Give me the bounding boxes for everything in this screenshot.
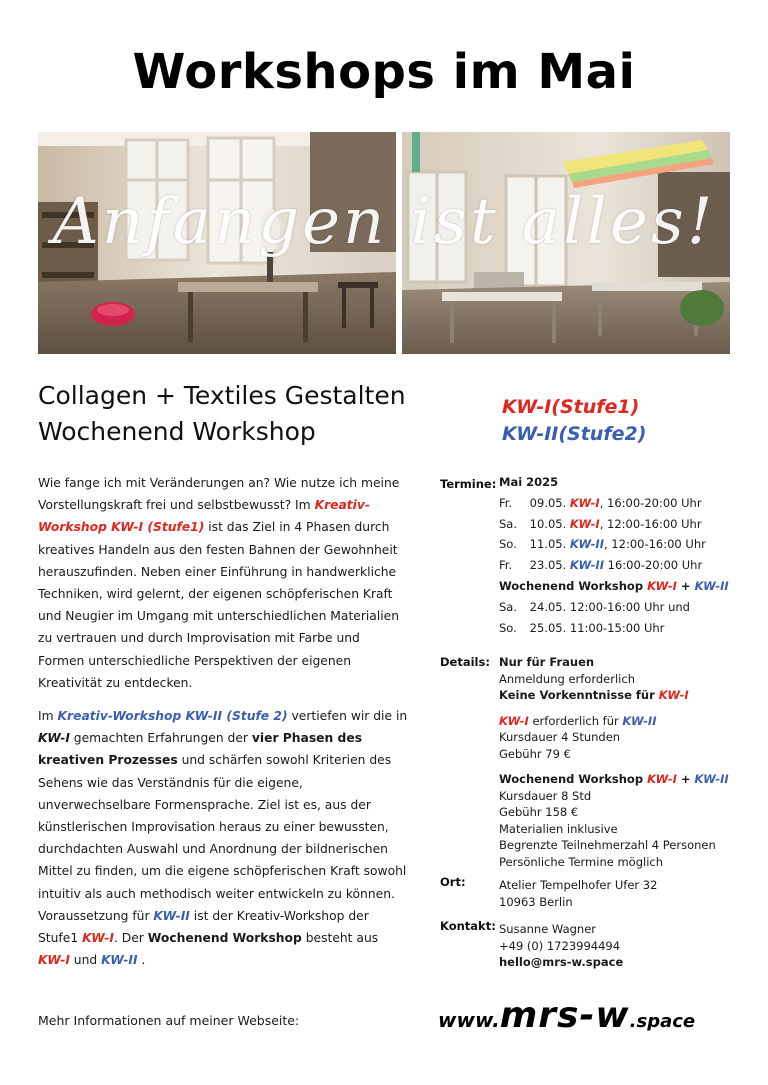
text-span: Wochenend Workshop [499,772,648,786]
kw1-ref: KW-I [499,713,529,728]
schedule-row [499,514,749,535]
schedule-time: , 12:00-16:00 Uhr [599,516,702,531]
level-labels [502,394,646,448]
termine-schedule [499,472,749,638]
ort-address [499,877,749,910]
kw1-ref: KW-I [38,731,70,746]
spacer [499,762,749,771]
bold-phrase: vier Phasen des kreativen Prozesses [38,731,363,768]
details-line: Anmeldung erforderlich [499,671,635,686]
contact-name: Susanne Wagner [499,922,597,936]
schedule-date: 10.05. [529,516,567,531]
schedule-tag: KW-II [569,537,604,552]
schedule-tag: KW-I [569,516,600,531]
ort-label: Ort: [440,875,466,889]
schedule-time: 12:00-16:00 Uhr und [569,599,690,614]
contact-email[interactable]: hello@mrs-w.space [499,955,624,969]
intro-paragraph-2 [38,705,408,971]
website-main: mrs-w [499,995,630,1036]
termine-label: Termine: [440,477,497,491]
kw2-ref: KW-II [622,713,657,728]
details-line [499,771,749,788]
schedule-day: Fr. [499,558,513,573]
text-span: und schärfen sowohl Kriterien des Sehens wie das Verständnis für die eigene, unverwechselbare Formensprache. Ziel ist es, aus der künstlerischen Improvisation heraus zu einer bewussten, durchdachten Auswahl und Anordnung der bildnerischen Mittel zu finden, um die eigene schöpferischen Kraft sowohl intuitiv als auch methodisch weiter entwickeln zu können. Voraussetzung für [38,753,407,923]
details-line: Gebühr 158 € [499,805,579,819]
headline [38,378,406,450]
text-span: gemachten Erfahrungen der [69,731,252,746]
details-line [499,687,749,704]
schedule-day: So. [499,620,517,635]
level-kw2: KW-II(Stufe2) [502,423,647,445]
kw2-ref: KW-II [694,772,729,786]
schedule-row [499,555,749,576]
banner-script-text: Anfangen ist alles! [52,185,716,259]
schedule-time: 16:00-20:00 Uhr [604,558,703,573]
kw2-ref: KW-II [694,578,729,593]
details-list [499,654,749,870]
schedule-date: 25.05. [529,620,567,635]
address-line: 10963 Berlin [499,894,573,909]
footer-note: Mehr Informationen auf meiner Webseite: [38,1013,300,1028]
text-span: erforderlich für [528,713,623,728]
text-span: Keine Vorkenntnisse für [499,688,659,702]
schedule-day: Sa. [499,599,518,614]
details-line: Kursdauer 8 Std [499,788,592,803]
intro-text [38,472,408,982]
schedule-date: 11.05. [529,537,567,552]
text-span: ist das Ziel in 4 Phasen durch kreatives Handeln aus den festen Bahnen der Gewohnheit herauszufinden. Neben einer Einführung in handwerkliche Techniken, wird gelernt, der eigenen schöpferischen Kraft und Neugier im Umgang mit unterschiedlichen Materialien zu vertrauen und durch Improvisation mit Farbe und Formen unterschiedliche Perspektiven der eigenen Kreativität zu entdecken. [38,520,400,690]
schedule-time: 11:00-15:00 Uhr [569,620,665,635]
text-span: ist der Kreativ-Workshop der Stufe1 [38,908,369,946]
address-line: Atelier Tempelhofer Ufer 32 [499,878,658,892]
schedule-tag: KW-I [569,495,600,510]
details-line [499,713,749,730]
schedule-date: 23.05. [529,558,567,573]
kw2-highlight: Kreativ-Workshop KW-II (Stufe 2) [57,709,288,724]
weekend-workshop-heading [499,576,749,597]
details-line: Materialien inklusive [499,821,618,836]
kw1-ref: KW-I [38,953,70,968]
termine-month: Mai 2025 [499,475,559,489]
text-span: besteht aus [301,931,379,946]
text-span: Wie fange ich mit Veränderungen an? Wie nutze ich meine Vorstellungskraft frei und selbstbewusst? Im [38,476,400,513]
schedule-day: Sa. [499,516,518,531]
schedule-date: 24.05. [529,599,567,614]
kw1-highlight: Kreativ-Workshop KW-I (Stufe1) [38,498,371,535]
kontakt-label: Kontakt: [440,919,496,933]
weekend-workshop-ref: Wochenend Workshop [147,931,302,946]
schedule-time: , 12:00-16:00 Uhr [604,537,706,552]
page-title: Workshops im Mai [132,44,636,100]
intro-paragraph-1 [38,472,408,694]
schedule-day: So. [499,537,517,552]
schedule-day: Fr. [499,495,513,510]
kw1-ref: KW-I [658,688,689,702]
text-span: Wochenend Workshop [499,578,644,593]
schedule-tag: KW-II [569,558,604,573]
text-span: . Der [113,931,148,946]
kw1-ref: KW-I [647,772,677,786]
plus-sign: + [676,772,695,786]
details-line: Begrenzte Teilnehmerzahl 4 Personen [499,838,716,852]
kw1-ref: KW-I [647,578,677,593]
kontakt-info [499,921,749,971]
details-line: Nur für Frauen [499,655,595,669]
kw2-ref: KW-II [101,953,138,968]
schedule-row [499,618,749,639]
kw1-ref: KW-I [82,931,114,946]
schedule-date: 09.05. [529,495,567,510]
text-span: Im [38,709,58,724]
contact-phone: +49 (0) 1723994494 [499,938,621,953]
level-kw1: KW-I(Stufe1) [502,396,640,418]
website-suffix: .space [629,1011,696,1032]
plus-sign: + [676,578,695,593]
details-line: Gebühr 79 € [499,746,571,761]
schedule-time: , 16:00-20:00 Uhr [599,495,702,510]
schedule-row [499,493,749,514]
headline-line-1: Collagen + Textiles Gestalten [38,381,406,410]
details-label: Details: [440,655,490,669]
website-link[interactable] [438,995,695,1036]
details-line: Persönliche Termine möglich [499,854,664,869]
headline-line-2: Wochenend Workshop [38,417,316,446]
spacer [499,704,749,713]
details-line: Kursdauer 4 Stunden [499,730,621,744]
text-span: vertiefen wir die in [287,709,408,724]
text-span: . [137,953,146,968]
website-prefix: www. [438,1008,500,1032]
schedule-row [499,597,749,618]
kw2-ref: KW-II [153,908,190,923]
text-span: und [69,953,102,968]
schedule-row [499,534,749,555]
